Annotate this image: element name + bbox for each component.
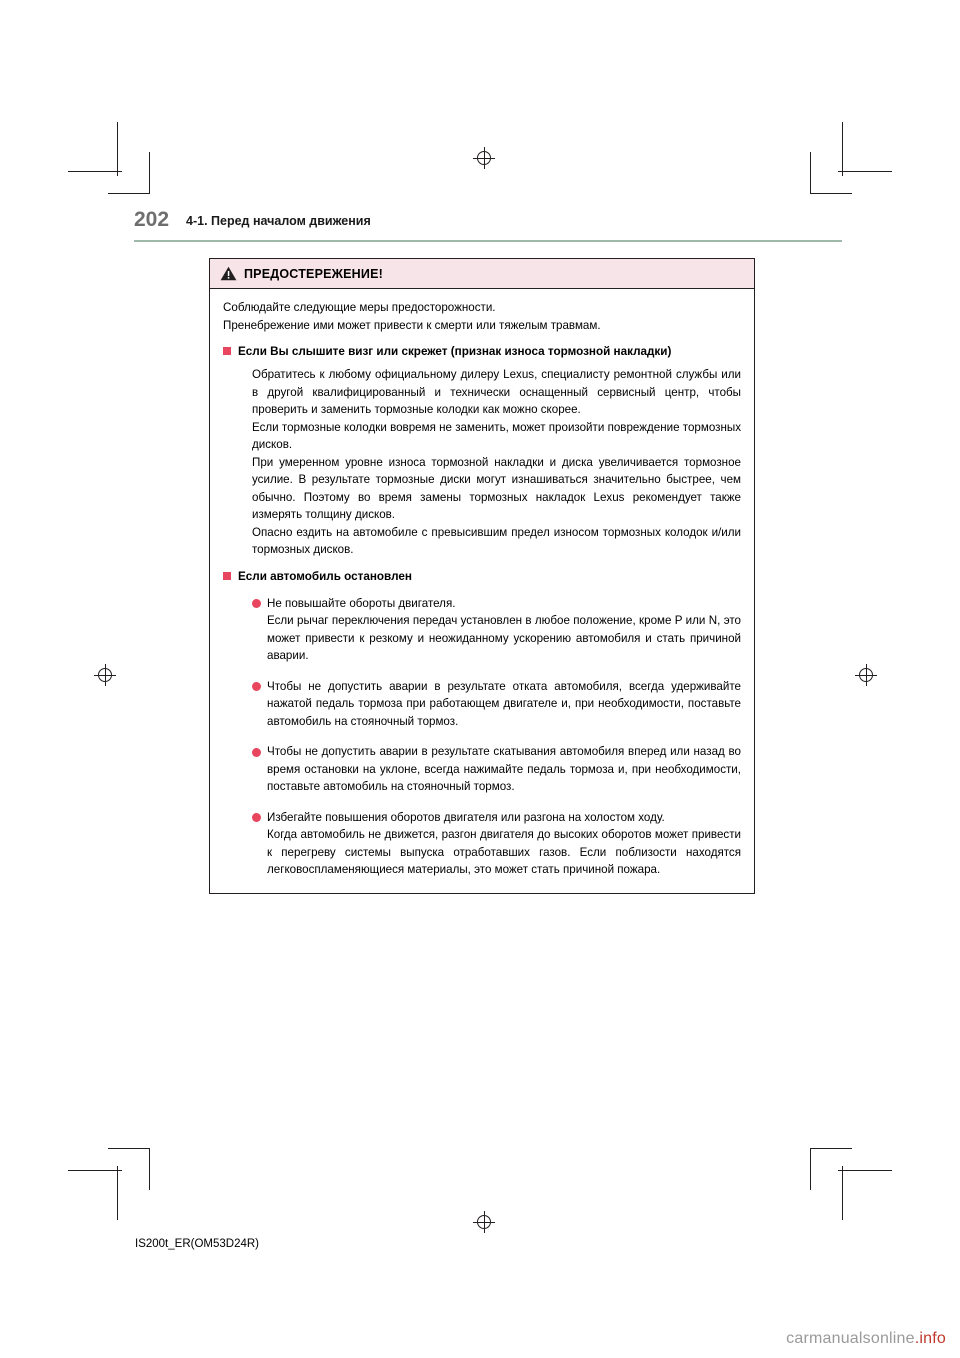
- page-header: [134, 208, 834, 248]
- crop-mark-top-left: [68, 122, 150, 194]
- paragraph: Опасно ездить на автомобиле с превысившим предел износом тормозных колодок и/или тормозных дисков.: [252, 525, 741, 556]
- registration-mark-right: [855, 664, 877, 686]
- warning-bullet: [251, 595, 741, 665]
- warning-intro-line-1: Соблюдайте следующие меры предосторожности.: [223, 301, 496, 314]
- warning-header: [210, 259, 754, 289]
- paragraph: Если рычаг переключения передач установлен в любое положение, кроме P или N, это может привести к резкому и неожиданному ускорению автомобиля и стать причиной аварии.: [267, 614, 741, 662]
- registration-mark-left: [94, 664, 116, 686]
- paragraph: Если тормозные колодки вовремя не заменить, может произойти повреждение тормозных дисков.: [252, 420, 741, 451]
- square-bullet-icon: [223, 572, 231, 580]
- warning-bullet-list: [238, 595, 741, 879]
- warning-intro-line-2: Пренебрежение ими может привести к смерти или тяжелым травмам.: [223, 318, 601, 332]
- warning-body: [210, 289, 754, 893]
- warning-item-vehicle-stopped: [223, 568, 741, 879]
- square-bullet-icon: [223, 347, 231, 355]
- header-divider: [134, 240, 842, 242]
- round-bullet-icon: [252, 682, 261, 691]
- paragraph: Избегайте повышения оборотов двигателя или разгона на холостом ходу.: [267, 810, 665, 824]
- warning-item-body: [238, 366, 741, 559]
- warning-box: [209, 258, 755, 894]
- paragraph: При умеренном уровне износа тормозной накладки и диска увеличивается тормозное усилие. В результате тормозные диски могут изнашиваться значительно быстрее, чем обычно. Поэтому во время замены тормозных накладок Lexus рекомендует также измерять толщину дисков.: [252, 455, 741, 521]
- round-bullet-icon: [252, 599, 261, 608]
- warning-bullet: [251, 678, 741, 731]
- crop-mark-bottom-left: [68, 1148, 150, 1220]
- crop-mark-bottom-right: [810, 1148, 892, 1220]
- round-bullet-icon: [252, 748, 261, 757]
- footer-document-code: IS200t_ER(OM53D24R): [135, 1238, 259, 1250]
- site-watermark: carmanualsonline.info: [786, 1330, 946, 1347]
- round-bullet-icon: [252, 813, 261, 822]
- warning-bullet: [251, 743, 741, 796]
- warning-triangle-icon: [220, 266, 237, 281]
- paragraph: Не повышайте обороты двигателя.: [267, 596, 456, 610]
- crop-mark-top-right: [810, 122, 892, 194]
- paragraph: Когда автомобиль не движется, разгон двигателя до высоких оборотов может привести к перегреву системы выпуска отработавших газов. Если поблизости находятся легковоспламеняющиеся материалы, это может стать причиной пожара.: [267, 828, 741, 876]
- warning-bullet: [251, 809, 741, 879]
- warning-item-title: Если Вы слышите визг или скрежет (признак износа тормозной накладки): [238, 345, 672, 358]
- warning-title: ПРЕДОСТЕРЕЖЕНИЕ!: [244, 266, 383, 281]
- page-number: 202: [134, 208, 170, 231]
- paragraph: Чтобы не допустить аварии в результате отката автомобиля, всегда удерживайте нажатой педаль тормоза при работающем двигателе и, при необходимости, поставьте автомобиль на стояночный тормоз.: [267, 679, 741, 728]
- registration-mark-bottom: [473, 1211, 495, 1233]
- paragraph: Обратитесь к любому официальному дилеру Lexus, специалисту ремонтной службы или в другой квалифицированный и технически оснащенный сервисный центр, чтобы проверить и заменить тормозные колодки как можно скорее.: [252, 368, 741, 416]
- warning-item-title: Если автомобиль остановлен: [238, 569, 412, 583]
- registration-mark-top: [473, 147, 495, 169]
- warning-item-brake-wear: [223, 343, 741, 559]
- section-title: 4-1. Перед началом движения: [186, 214, 371, 228]
- paragraph: Чтобы не допустить аварии в результате скатывания автомобиля вперед или назад во время остановки на уклоне, всегда нажимайте педаль тормоза и, при необходимости, поставьте автомобиль на стояночный тормоз.: [267, 745, 741, 793]
